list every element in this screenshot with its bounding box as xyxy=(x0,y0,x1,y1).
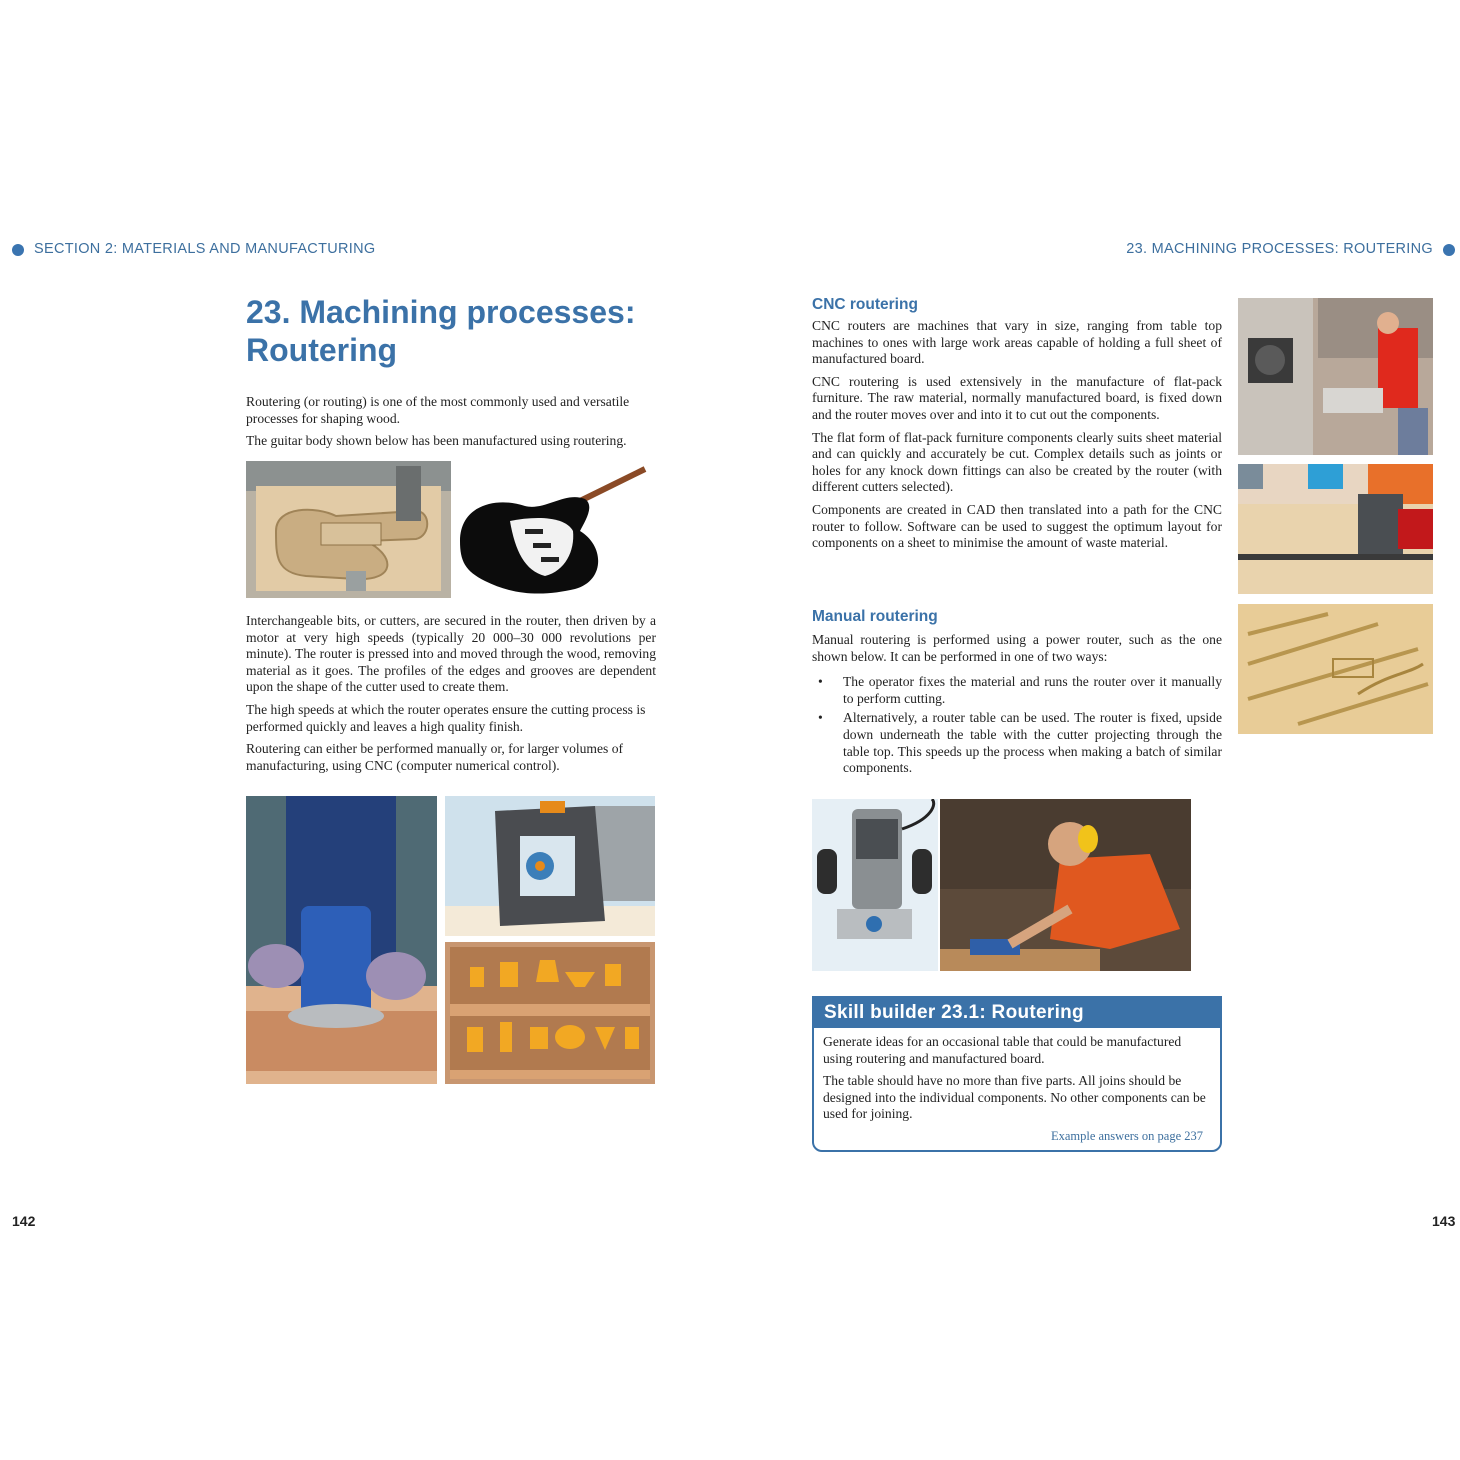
cnc-paragraph: CNC routering is used extensively in the manufacture of flat-pack furniture. The raw material, normally manufactured board, is fixed down and the router moves over and into it to cut out the components. xyxy=(812,373,1222,422)
power-router-photo xyxy=(812,799,938,971)
manual-bullet-list xyxy=(812,674,1222,777)
skill-builder-box xyxy=(812,996,1222,1152)
manual-bullet-item: • Alternatively, a router table can be used. The router is fixed, upside down underneath the table with the cutter projecting through the table top. This speeds up the process when making a batch of similar components. xyxy=(812,710,1222,776)
cnc-routed-sheet-photo xyxy=(1238,604,1433,734)
intro-paragraph: The guitar body shown below has been manufactured using routering. xyxy=(246,433,627,449)
cnc-operator-photo xyxy=(1238,298,1433,455)
electric-guitar-photo xyxy=(455,461,655,598)
page-number-left: 142 xyxy=(12,1213,36,1229)
cnc-paragraph: CNC routers are machines that vary in size, ranging from table top machines to ones with large work areas capable of holding a full sheet of manufactured board. xyxy=(812,318,1222,367)
running-head-right: 23. MACHINING PROCESSES: ROUTERING xyxy=(1126,241,1433,257)
chapter-title-line1: 23. Machining processes: xyxy=(246,294,636,330)
manual-heading: Manual routering xyxy=(812,608,938,625)
cnc-section xyxy=(812,296,1222,558)
hand-router-in-use-photo xyxy=(246,796,437,1084)
cnc-paragraph: Components are created in CAD then translated into a path for the CNC router to follow. Software can be used to suggest the optimum layout for components on a sheet to minimise the amount of waste material. xyxy=(812,501,1222,551)
cnc-router-table-photo xyxy=(1238,464,1433,594)
body-paragraph: The high speeds at which the router operates ensure the cutting process is performed quickly and leaves a high quality finish. xyxy=(246,701,646,734)
cnc-paragraph: The flat form of flat-pack furniture components clearly suits sheet material and can quickly and accurately be cut. Complex details such as joints or holes for any knock down fittings can also be created by the router (with different cutters selected). xyxy=(812,429,1222,495)
header-dot-right xyxy=(1443,244,1455,256)
running-head-left: SECTION 2: MATERIALS AND MANUFACTURING xyxy=(34,241,376,257)
cnc-heading: CNC routering xyxy=(812,296,918,313)
intro-paragraph: Routering (or routing) is one of the most commonly used and versatile processes for shaping wood. xyxy=(246,394,630,426)
body-text xyxy=(246,613,656,780)
manual-intro: Manual routering is performed using a power router, such as the one shown below. It can be performed in one of two ways: xyxy=(812,632,1222,664)
skill-builder-title: Skill builder 23.1: Routering xyxy=(814,998,1220,1028)
router-closeup-photo xyxy=(445,796,655,936)
chapter-title-line2: Routering xyxy=(246,332,398,368)
manual-bullet-item: • The operator fixes the material and runs the router over it manually to perform cutting. xyxy=(812,674,1222,707)
body-paragraph: Interchangeable bits, or cutters, are secured in the router, then driven by a motor at very high speeds (typically 20 000–30 000 revolutions per minute). The router is pressed into and moved through the wood, removing material as it goes. The profiles of the edges and grooves are dependent upon the shape of the cutter used to create them. xyxy=(246,613,656,695)
skill-builder-paragraph: Generate ideas for an occasional table that could be manufactured using routering and manufactured board. xyxy=(823,1034,1182,1066)
manual-section xyxy=(812,608,1222,780)
page-number-right: 143 xyxy=(1432,1213,1456,1229)
routed-guitar-jig-photo xyxy=(246,461,451,598)
body-paragraph: Routering can either be performed manually or, for larger volumes of manufacturing, using CNC (computer numerical control). xyxy=(246,741,624,773)
example-answers-link[interactable]: Example answers on page 237 xyxy=(1050,1128,1203,1143)
chapter-title xyxy=(246,293,666,369)
router-bits-set-photo xyxy=(445,942,655,1084)
skill-builder-body xyxy=(814,1028,1220,1150)
worker-routing-photo xyxy=(940,799,1191,971)
header-dot-left xyxy=(12,244,24,256)
skill-builder-paragraph: The table should have no more than five parts. All joins should be designed into the individual components. No other components can be used for joining. xyxy=(823,1073,1206,1122)
intro-text xyxy=(246,394,658,456)
